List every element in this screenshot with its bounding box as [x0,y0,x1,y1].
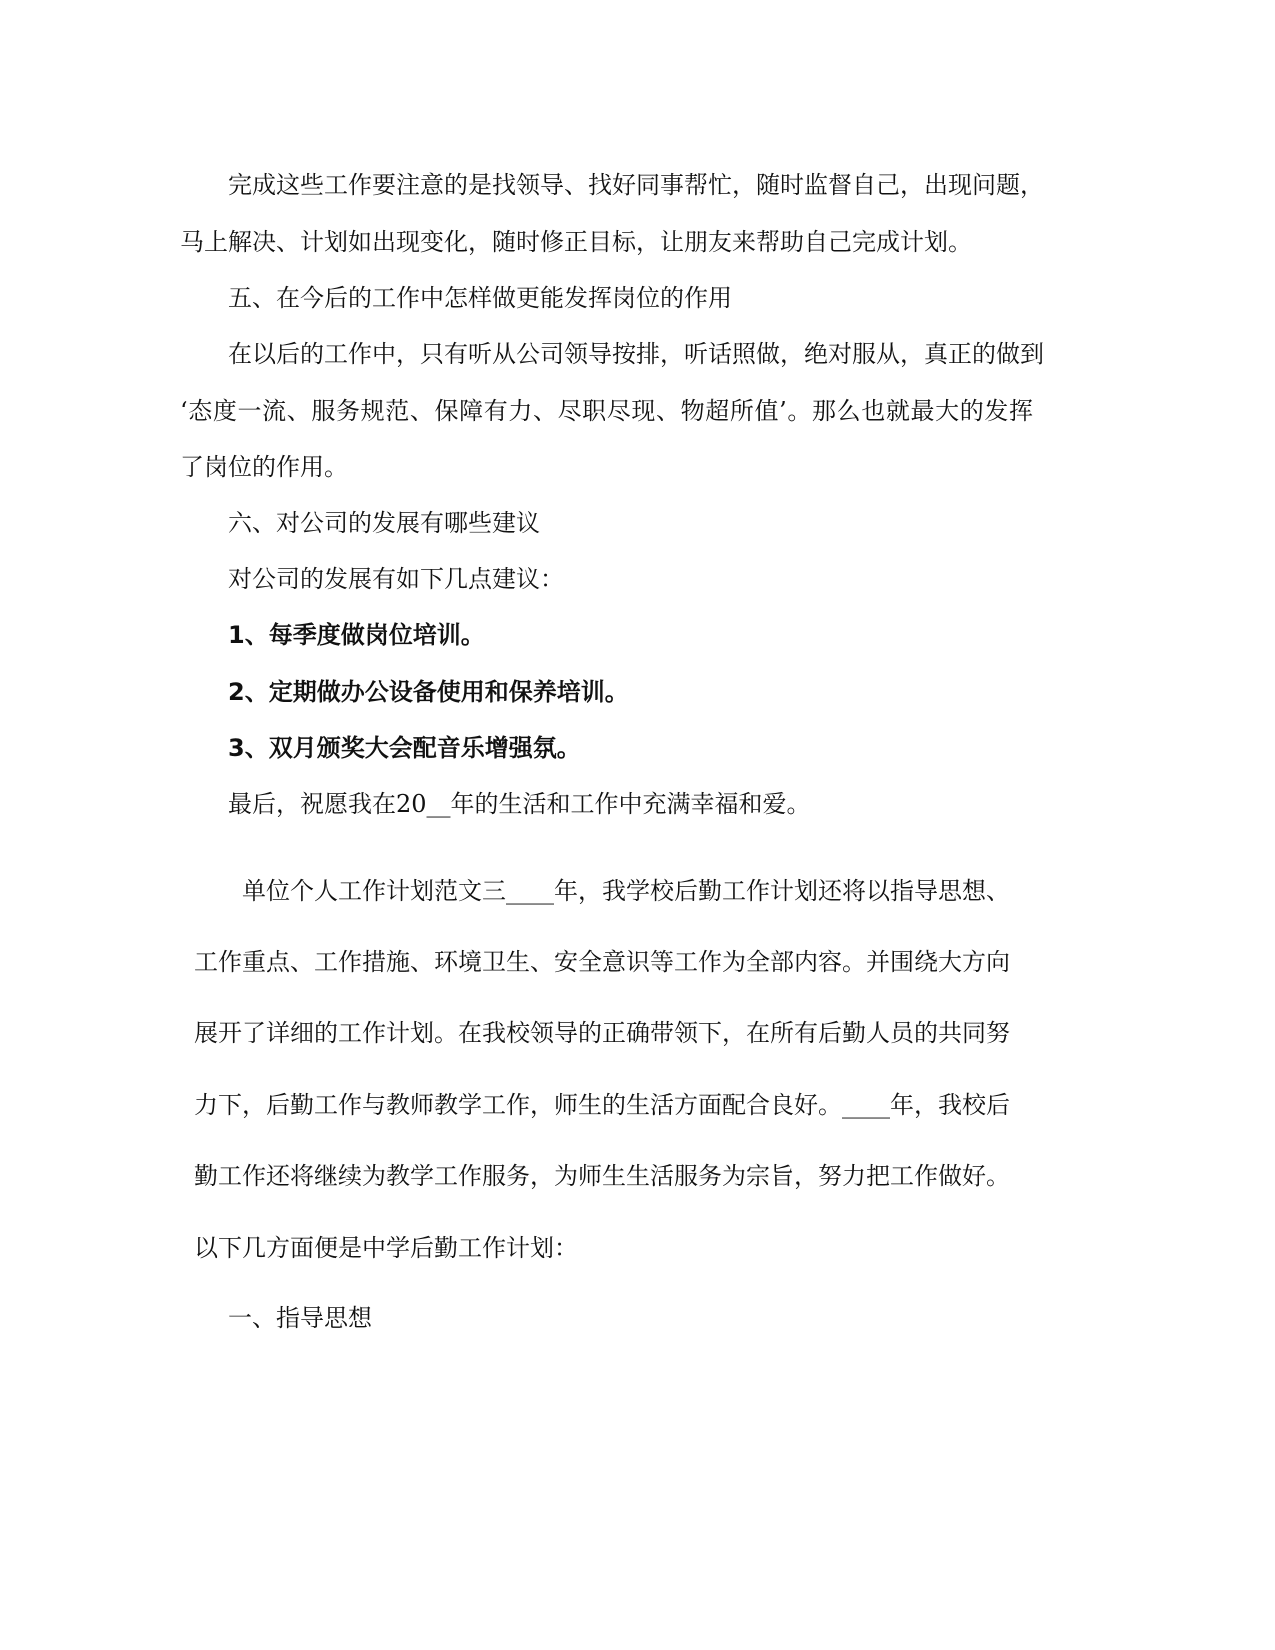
paragraph-line: 展开了详细的工作计划。在我校领导的正确带领下，在所有后勤人员的共同努 [194,1019,1010,1047]
section-heading: 五、在今后的工作中怎样做更能发挥岗位的作用 [228,284,732,312]
section-heading: 六、对公司的发展有哪些建议 [228,509,540,537]
paragraph-line: 马上解决、计划如出现变化，随时修正目标，让朋友来帮助自己完成计划。 [180,228,972,256]
list-item: 2、定期做办公设备使用和保养培训。 [228,678,629,706]
paragraph-line: 工作重点、工作措施、环境卫生、安全意识等工作为全部内容。并围绕大方向 [194,948,1010,976]
paragraph-line: 最后，祝愿我在20__年的生活和工作中充满幸福和爱。 [228,790,811,818]
list-item: 1、每季度做岗位培训。 [228,621,485,649]
paragraph-line: 在以后的工作中，只有听从公司领导按排，听话照做，绝对服从，真正的做到 [228,340,1044,368]
paragraph-line: 勤工作还将继续为教学工作服务，为师生生活服务为宗旨，努力把工作做好。 [194,1162,1010,1190]
paragraph-line: 力下，后勤工作与教师教学工作，师生的生活方面配合良好。____年，我校后 [194,1091,1010,1119]
list-item: 3、双月颁奖大会配音乐增强氛。 [228,734,581,762]
paragraph-line: 了岗位的作用。 [180,453,348,481]
paragraph-line: ‘态度一流、服务规范、保障有力、尽职尽现、物超所值’。那么也就最大的发挥 [180,397,1033,425]
paragraph-line: 以下几方面便是中学后勤工作计划： [194,1234,578,1262]
paragraph-line: 完成这些工作要注意的是找领导、找好同事帮忙，随时监督自己，出现问题， [228,171,1044,199]
section-heading: 一、指导思想 [228,1304,372,1332]
paragraph-line: 对公司的发展有如下几点建议： [228,565,564,593]
paragraph-line: 单位个人工作计划范文三____年，我学校后勤工作计划还将以指导思想、 [242,877,1010,905]
